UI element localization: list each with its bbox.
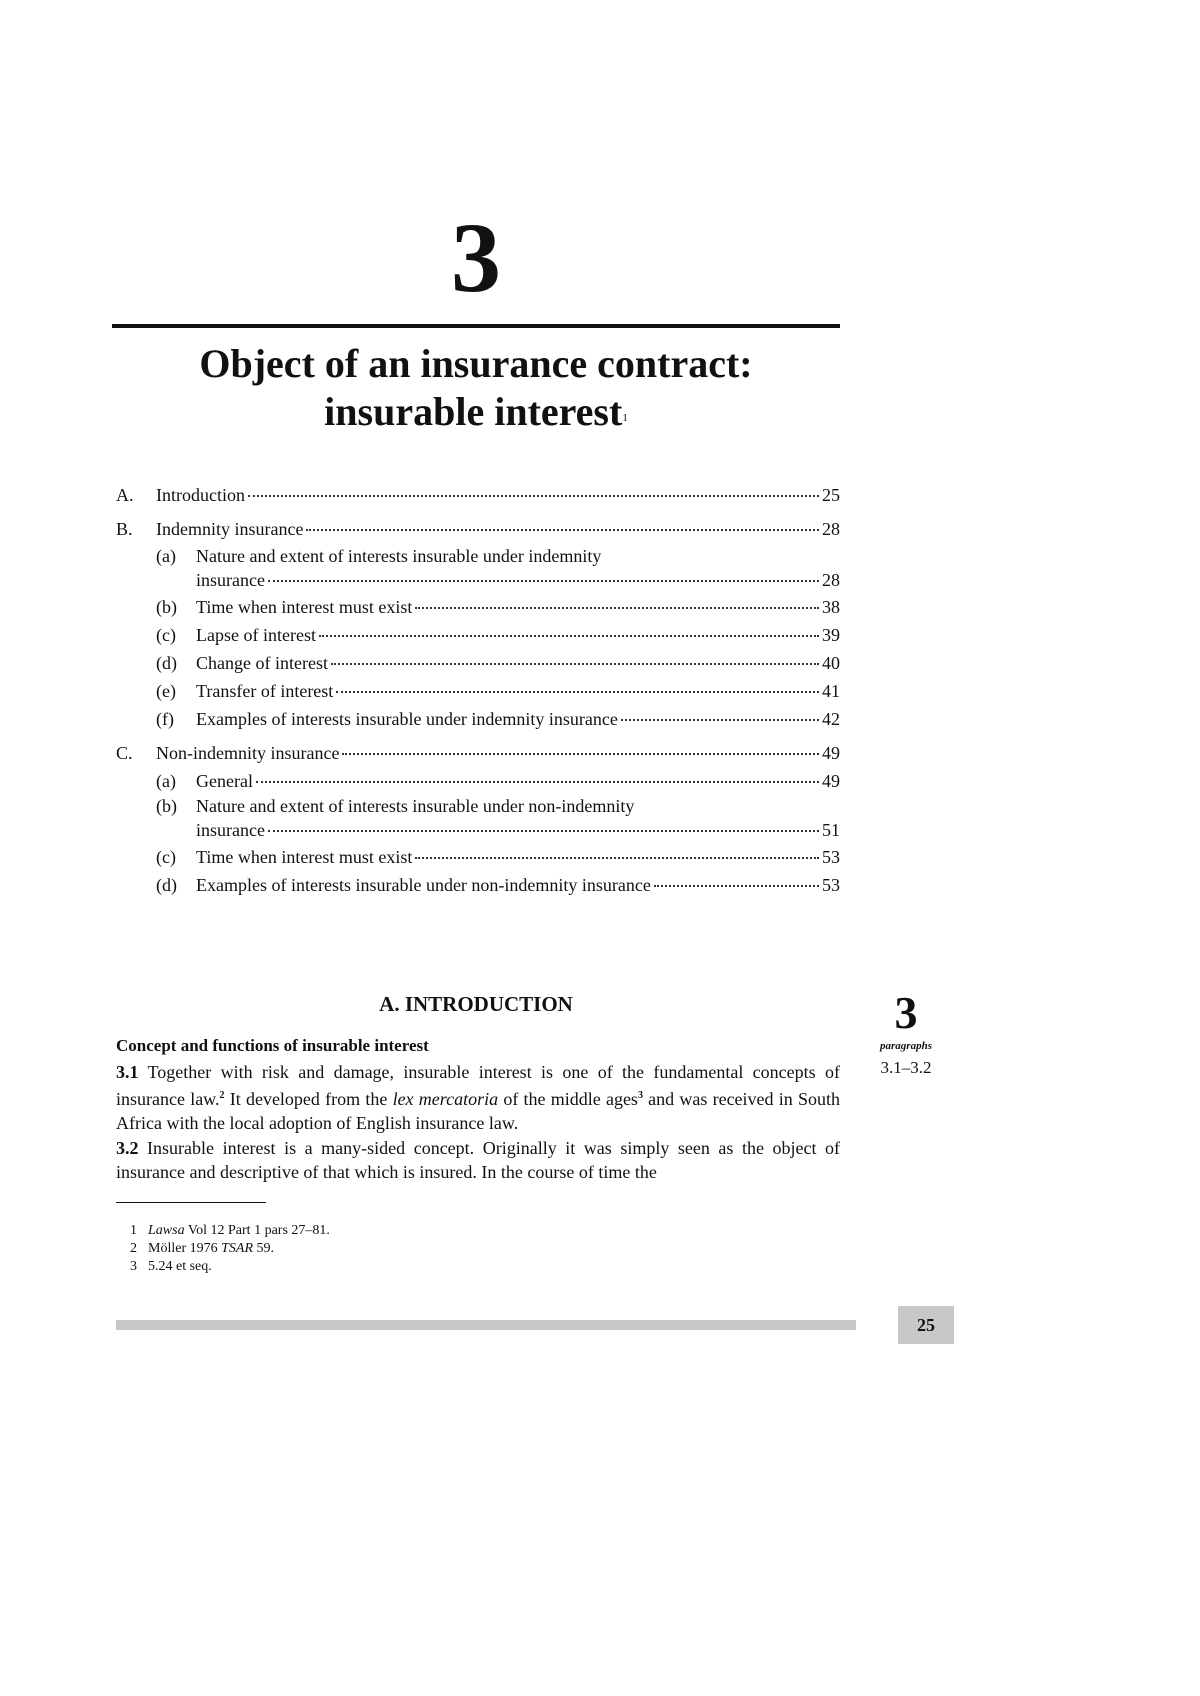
toc-entry-examples-non-indemnity[interactable] xyxy=(156,874,840,896)
footnote-3 xyxy=(130,1258,212,1276)
footnote-ref-2[interactable]: 2 xyxy=(219,1090,225,1101)
toc-leader xyxy=(342,753,819,755)
footnote-italic: Lawsa xyxy=(148,1223,185,1238)
toc-page: 53 xyxy=(822,847,840,867)
toc-page: 41 xyxy=(822,681,840,701)
toc-leader xyxy=(248,495,819,497)
toc-leader xyxy=(306,529,819,531)
toc-entry-time-interest-non-indemnity[interactable] xyxy=(156,846,840,868)
toc-letter: C. xyxy=(116,743,133,763)
title-footnote-ref: 1 xyxy=(622,412,628,424)
toc-page: 42 xyxy=(822,709,840,729)
footnote-text: Möller 1976 xyxy=(148,1241,222,1256)
toc-page: 25 xyxy=(822,485,840,505)
toc-letter: A. xyxy=(116,485,134,505)
toc-leader xyxy=(415,857,819,859)
toc-label: Indemnity insurance xyxy=(156,519,304,539)
toc-entry-lapse-interest[interactable] xyxy=(156,624,840,646)
toc-label-continued: insurance xyxy=(196,820,265,840)
toc-label: Transfer of interest xyxy=(196,681,334,701)
toc-leader xyxy=(654,885,819,887)
toc-letter: (e) xyxy=(156,681,176,701)
toc-entry-nature-extent-indemnity[interactable] xyxy=(156,544,840,592)
paragraph-text: of the middle ages xyxy=(498,1089,638,1109)
toc-letter: (b) xyxy=(156,796,177,816)
toc-page: 38 xyxy=(822,597,840,617)
footnote-number: 3 xyxy=(130,1259,137,1274)
paragraph-text: Together with risk and damage, insurable interest is one of the fundamental concepts of insurance law. xyxy=(116,1062,840,1109)
footnote-number: 2 xyxy=(130,1241,137,1256)
footnote-text: Vol 12 Part 1 pars 27–81. xyxy=(184,1223,330,1238)
chapter-title-line2: insurable interest$^1$ xyxy=(324,389,628,434)
toc-entry-indemnity-insurance[interactable] xyxy=(116,518,840,540)
footnote-number: 1 xyxy=(130,1223,137,1238)
toc-page: 49 xyxy=(822,771,840,791)
toc-label: Examples of interests insurable under non-indemnity insurance xyxy=(196,875,651,895)
toc-entry-transfer-interest[interactable] xyxy=(156,680,840,702)
margin-paragraph-range: 3.1–3.2 xyxy=(880,1058,932,1077)
paragraph-text: and was received in South Africa with the local adoption of English insurance law. xyxy=(116,1089,840,1133)
toc-entry-time-interest[interactable] xyxy=(156,596,840,618)
toc-leader xyxy=(256,781,819,783)
footnote-italic: TSAR xyxy=(221,1241,253,1256)
title-rule xyxy=(112,324,840,328)
toc-label: Introduction xyxy=(156,485,245,505)
toc-label: Nature and extent of interests insurable under non-indemnity xyxy=(196,796,635,816)
paragraph-3-1 xyxy=(116,1060,840,1135)
toc-leader xyxy=(331,663,819,665)
paragraph-number: 3.2 xyxy=(116,1138,139,1158)
toc-page: 39 xyxy=(822,625,840,645)
toc-page: 28 xyxy=(822,570,840,590)
toc-entry-nature-extent-non-indemnity[interactable] xyxy=(156,794,840,842)
paragraph-text: Insurable interest is a many-sided concept. Originally it was simply seen as the object of insurance and descriptive of that which is insured. In the course of time the xyxy=(116,1138,841,1182)
toc-label: Time when interest must exist xyxy=(196,597,413,617)
toc-label: Change of interest xyxy=(196,653,328,673)
section-heading: A. INTRODUCTION xyxy=(379,992,573,1016)
toc-letter: (d) xyxy=(156,875,177,895)
toc-leader xyxy=(268,580,819,582)
toc-page: 49 xyxy=(822,743,840,763)
toc-label-continued: insurance xyxy=(196,570,265,590)
footer-bar xyxy=(116,1320,856,1330)
page-number: 25 xyxy=(898,1306,954,1344)
margin-label: paragraphs xyxy=(880,1040,932,1052)
toc-label: General xyxy=(196,771,253,791)
toc-leader xyxy=(268,830,819,832)
toc-label: Examples of interests insurable under indemnity insurance xyxy=(196,709,618,729)
toc-entry-change-interest[interactable] xyxy=(156,652,840,674)
footnote-text: 59. xyxy=(253,1241,274,1256)
paragraph-number: 3.1 xyxy=(116,1062,139,1082)
toc-letter: (a) xyxy=(156,546,176,566)
footnote-rule xyxy=(116,1202,266,1203)
toc-entry-general[interactable] xyxy=(156,770,840,792)
paragraph-italic: lex mercatoria xyxy=(392,1089,499,1109)
chapter-title xyxy=(112,340,840,436)
toc-label: Nature and extent of interests insurable under indemnity xyxy=(196,546,602,566)
footnote-2 xyxy=(130,1240,274,1258)
paragraph-3-2 xyxy=(116,1136,840,1184)
toc-letter: (a) xyxy=(156,771,176,791)
toc-page: 28 xyxy=(822,519,840,539)
toc-page: 51 xyxy=(822,820,840,840)
section-subheading: Concept and functions of insurable interest xyxy=(116,1036,429,1055)
toc-letter: B. xyxy=(116,519,133,539)
footnote-text: 5.24 et seq. xyxy=(148,1259,212,1274)
toc-entry-introduction[interactable] xyxy=(116,484,840,506)
toc-label: Lapse of interest xyxy=(196,625,316,645)
paragraph-text: It developed from the xyxy=(224,1089,393,1109)
toc-letter: (c) xyxy=(156,847,176,867)
toc-letter: (f) xyxy=(156,709,174,729)
toc-leader xyxy=(336,691,819,693)
footnote-ref-3[interactable]: 3 xyxy=(637,1090,643,1101)
toc-entry-examples-indemnity[interactable] xyxy=(156,708,840,730)
toc-leader xyxy=(319,635,819,637)
toc-leader xyxy=(621,719,819,721)
toc-label: Non-indemnity insurance xyxy=(156,743,340,763)
toc-leader xyxy=(415,607,819,609)
toc-entry-non-indemnity-insurance[interactable] xyxy=(116,742,840,764)
toc-page: 40 xyxy=(822,653,840,673)
toc-label: Time when interest must exist xyxy=(196,847,413,867)
toc-letter: (c) xyxy=(156,625,176,645)
toc-page: 53 xyxy=(822,875,840,895)
chapter-number: 3 xyxy=(451,202,501,313)
toc-letter: (d) xyxy=(156,653,177,673)
toc-letter: (b) xyxy=(156,597,177,617)
margin-chapter-number: 3 xyxy=(894,987,918,1038)
footnote-1 xyxy=(130,1222,330,1240)
chapter-title-line1: Object of an insurance contract: xyxy=(199,341,753,386)
